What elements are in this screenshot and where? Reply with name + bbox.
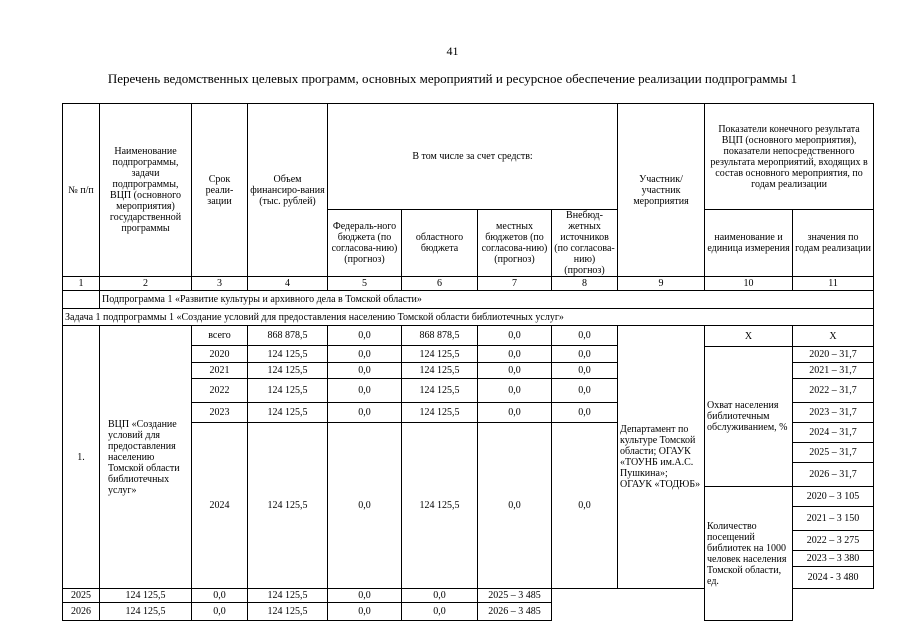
term-cell: 2023 [192, 403, 248, 423]
col-number: 4 [248, 277, 328, 291]
term-cell: всего [192, 326, 248, 346]
col-number: 6 [402, 277, 478, 291]
volume-cell: 868 878,5 [248, 326, 328, 346]
subprogram-title: Подпрограмма 1 «Развитие культуры и архивного дела в Томской области» [100, 291, 874, 309]
indicator-2-value: 2022 – 3 275 [793, 531, 874, 551]
offbudget-cell: 0,0 [552, 423, 618, 589]
program-table [62, 103, 874, 621]
col-number: 2 [100, 277, 192, 291]
term-cell: 2025 [63, 589, 100, 603]
indicator-x: Х [705, 326, 793, 347]
volume-cell: 124 125,5 [248, 423, 328, 589]
offbudget-cell: 0,0 [402, 603, 478, 621]
regional-cell: 124 125,5 [248, 589, 328, 603]
header-term: Срок реали-зации [192, 104, 248, 277]
col-number: 3 [192, 277, 248, 291]
header-name: Наименование подпрограммы, задачи подпрограммы, ВЦП (основного мероприятия) государственной программы [100, 104, 192, 277]
federal-cell: 0,0 [328, 379, 402, 403]
volume-cell: 124 125,5 [248, 379, 328, 403]
local-cell: 0,0 [478, 379, 552, 403]
volume-cell: 124 125,5 [100, 589, 192, 603]
task-row [63, 309, 874, 326]
indicator-1-value: 2022 – 31,7 [793, 379, 874, 403]
table-row [63, 326, 874, 346]
volume-cell: 124 125,5 [248, 403, 328, 423]
regional-cell: 124 125,5 [402, 403, 478, 423]
offbudget-cell: 0,0 [552, 403, 618, 423]
header-ind-name: наименование и единица измерения [705, 210, 793, 277]
indicator-1-value: 2024 – 31,7 [793, 423, 874, 443]
task-title: Задача 1 подпрограммы 1 «Создание условий для предоставления населению Томской области библиотечных услуг» [63, 309, 874, 326]
regional-cell: 124 125,5 [402, 346, 478, 363]
column-numbers-row [63, 277, 874, 291]
federal-cell: 0,0 [328, 326, 402, 346]
header-row-1 [63, 104, 874, 210]
header-including: В том числе за счет средств: [328, 104, 618, 210]
offbudget-cell: 0,0 [402, 589, 478, 603]
subprogram-row [63, 291, 874, 309]
regional-cell: 124 125,5 [402, 379, 478, 403]
term-cell: 2026 [63, 603, 100, 621]
indicator-2-value: 2021 – 3 150 [793, 507, 874, 531]
indicator-1-value: 2023 – 31,7 [793, 403, 874, 423]
indicator-2-value: 2026 – 3 485 [478, 603, 552, 621]
volume-cell: 124 125,5 [100, 603, 192, 621]
item-number: 1. [63, 326, 100, 589]
term-cell: 2021 [192, 363, 248, 379]
federal-cell: 0,0 [192, 589, 248, 603]
page-title: Перечень ведомственных целевых программ, основных мероприятий и ресурсное обеспечение реализации подпрограммы 1 [107, 71, 798, 86]
participant-cell: Департамент по культуре Томской области; ОГАУК «ТОУНБ им.А.С. Пушкина»; ОГАУК «ТОДЮБ» [618, 326, 705, 589]
regional-cell: 124 125,5 [248, 603, 328, 621]
col-number: 1 [63, 277, 100, 291]
indicator-1-value: 2021 – 31,7 [793, 363, 874, 379]
term-cell: 2020 [192, 346, 248, 363]
header-num: № п/п [63, 104, 100, 277]
local-cell: 0,0 [478, 403, 552, 423]
term-cell: 2024 [192, 423, 248, 589]
header-participant: Участник/ участник мероприятия [618, 104, 705, 277]
indicator-x: Х [793, 326, 874, 347]
header-local: местных бюджетов (по согласова-нию) (прогноз) [478, 210, 552, 277]
local-cell: 0,0 [478, 346, 552, 363]
term-cell: 2022 [192, 379, 248, 403]
col-number: 10 [705, 277, 793, 291]
local-cell: 0,0 [328, 603, 402, 621]
offbudget-cell: 0,0 [552, 326, 618, 346]
blank-cell [63, 291, 100, 309]
volume-cell: 124 125,5 [248, 363, 328, 379]
indicator-1-name: Охват населения библиотечным обслуживанием, % [705, 347, 793, 487]
col-number: 7 [478, 277, 552, 291]
federal-cell: 0,0 [328, 423, 402, 589]
volume-cell: 124 125,5 [248, 346, 328, 363]
col-number: 9 [618, 277, 705, 291]
col-number: 5 [328, 277, 402, 291]
item-name: ВЦП «Создание условий для предоставления населению Томской области библиотечных услуг» [100, 326, 192, 589]
regional-cell: 868 878,5 [402, 326, 478, 346]
indicator-1-value: 2025 – 31,7 [793, 443, 874, 463]
federal-cell: 0,0 [328, 363, 402, 379]
header-volume: Объем финансиро-вания (тыс. рублей) [248, 104, 328, 277]
indicator-2-value: 2024 - 3 480 [793, 567, 874, 589]
federal-cell: 0,0 [328, 346, 402, 363]
local-cell: 0,0 [478, 326, 552, 346]
header-offbudget: Внебюд-жетных источников (по согласова-нию) (прогноз) [552, 210, 618, 277]
col-number: 8 [552, 277, 618, 291]
regional-cell: 124 125,5 [402, 363, 478, 379]
federal-cell: 0,0 [328, 403, 402, 423]
col-number: 11 [793, 277, 874, 291]
regional-cell: 124 125,5 [402, 423, 478, 589]
indicator-2-name: Количество посещений библиотек на 1000 человек населения Томской области, ед. [705, 487, 793, 621]
offbudget-cell: 0,0 [552, 379, 618, 403]
header-regional: областного бюджета [402, 210, 478, 277]
local-cell: 0,0 [328, 589, 402, 603]
offbudget-cell: 0,0 [552, 363, 618, 379]
federal-cell: 0,0 [192, 603, 248, 621]
indicator-2-value: 2023 – 3 380 [793, 551, 874, 567]
indicator-2-value: 2025 – 3 485 [478, 589, 552, 603]
header-federal: Федераль-ного бюджета (по согласова-нию) (прогноз) [328, 210, 402, 277]
local-cell: 0,0 [478, 363, 552, 379]
header-ind-values: значения по годам реализации [793, 210, 874, 277]
indicator-1-value: 2020 – 31,7 [793, 347, 874, 363]
page-number: 41 [446, 44, 459, 58]
indicator-1-value: 2026 – 31,7 [793, 463, 874, 487]
header-indicators: Показатели конечного результата ВЦП (основного мероприятия), показатели непосредственного результата мероприятий, входящих в состав основного мероприятия, по годам реализации [705, 104, 874, 210]
local-cell: 0,0 [478, 423, 552, 589]
indicator-2-value: 2020 – 3 105 [793, 487, 874, 507]
offbudget-cell: 0,0 [552, 346, 618, 363]
